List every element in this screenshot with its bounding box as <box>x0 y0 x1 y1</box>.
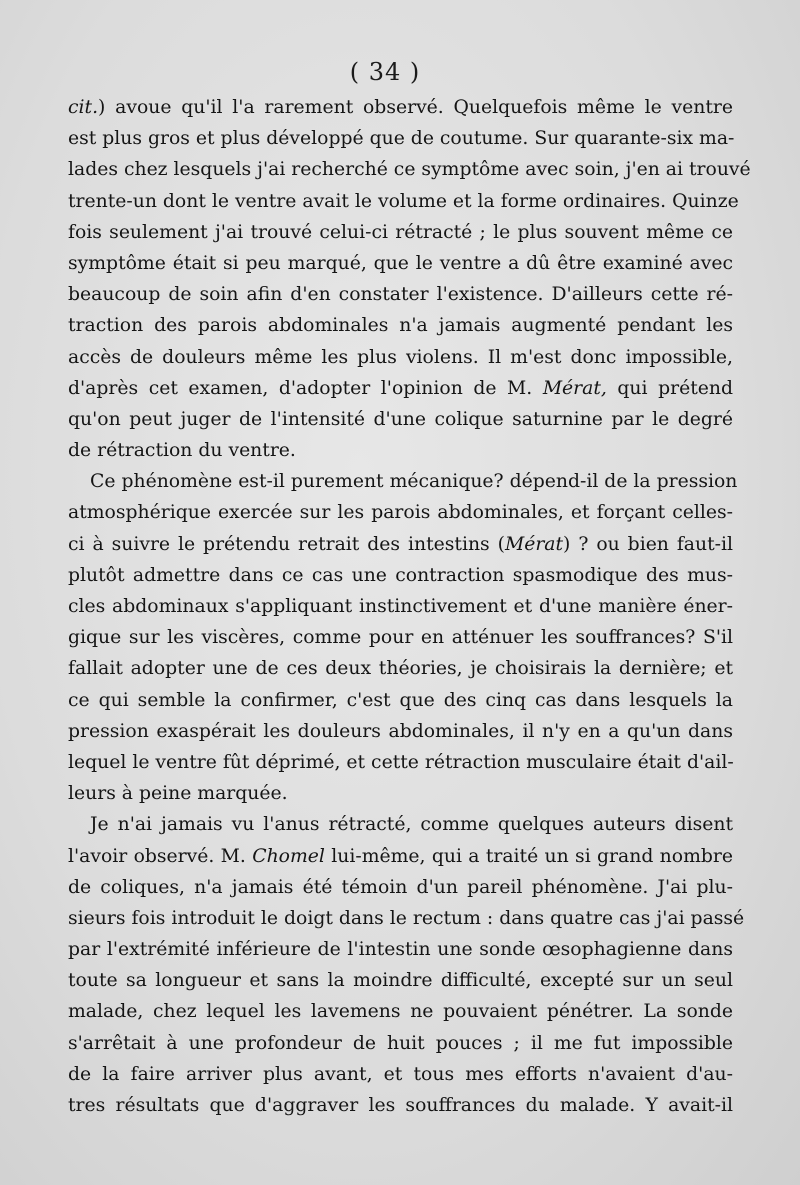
text-line <box>68 1090 733 1121</box>
text-line <box>68 996 733 1027</box>
text-segment: beaucoup de soin afin d'en constater l'existence. D'ailleurs cette ré- <box>68 284 733 306</box>
text-line <box>68 747 733 778</box>
text-segment: leurs à peine marquée. <box>68 783 288 805</box>
text-line <box>68 716 733 747</box>
text-segment: accès de douleurs même les plus violens. Il m'est donc impossible, <box>68 346 733 368</box>
text-segment: Ce phénomène est-il purement mécanique? dépend-il de la pression <box>90 471 738 493</box>
italic-name: Mérat, <box>542 377 607 399</box>
text-segment: de coliques, n'a jamais été témoin d'un pareil phénomène. J'ai plu- <box>68 876 733 898</box>
text-segment: qu'on peut juger de l'intensité d'une colique saturnine par le degré <box>68 408 733 430</box>
text-line <box>68 217 733 248</box>
text-segment: ) avoue qu'il l'a rarement observé. Quelquefois même le ventre <box>98 97 733 118</box>
text-line <box>68 404 733 435</box>
text-segment: fallait adopter une de ces deux théories, je choisirais la dernière; et <box>68 658 733 680</box>
body-text <box>68 92 751 1121</box>
text-segment: trente-un dont le ventre avait le volume et la forme ordinaires. Quinze <box>68 190 739 212</box>
italic-name: Mérat <box>504 533 564 555</box>
text-line <box>68 435 733 466</box>
text-segment: sieurs fois introduit le doigt dans le rectum : dans quatre cas j'ai passé <box>68 907 745 929</box>
text-line <box>68 903 745 934</box>
text-segment: Je n'ai jamais vu l'anus rétracté, comme quelques auteurs disent <box>90 814 733 836</box>
text-segment: est plus gros et plus développé que de coutume. Sur quarante-six ma- <box>68 128 735 150</box>
text-line <box>68 342 733 373</box>
text-segment: ce qui semble la confirmer, c'est que des cinq cas dans lesquels la <box>68 689 733 711</box>
text-line <box>68 1028 733 1059</box>
text-line <box>68 529 733 560</box>
text-segment: par l'extrémité inférieure de l'intestin une sonde œsophagienne dans <box>68 939 733 961</box>
text-segment: lui-même, qui a traité un si grand nombre <box>324 845 733 867</box>
text-segment: symptôme était si peu marqué, que le ventre a dû être examiné avec <box>68 252 733 274</box>
text-line <box>68 373 733 404</box>
text-segment: malade, chez lequel les lavemens ne pouvaient pénétrer. La sonde <box>68 1001 733 1023</box>
text-line <box>68 279 733 310</box>
text-line <box>68 872 733 903</box>
text-line <box>68 248 733 279</box>
text-segment: ) ? ou bien faut-il <box>563 533 733 555</box>
text-line <box>68 92 733 123</box>
text-line <box>68 622 733 653</box>
text-segment: atmosphérique exercée sur les parois abdominales, et forçant celles- <box>68 502 733 524</box>
text-line <box>68 310 733 341</box>
text-line <box>68 154 751 185</box>
text-segment: cles abdominaux s'appliquant instinctivement et d'une manière éner- <box>68 596 733 617</box>
text-segment: ci à suivre le prétendu retrait des intestins ( <box>68 533 505 555</box>
text-segment: l'avoir observé. M. <box>68 845 253 867</box>
text-segment: s'arrêtait à une profondeur de huit pouces ; il me fut impossible <box>68 1032 733 1054</box>
text-line <box>68 653 733 684</box>
page-number: ( 34 ) <box>349 58 421 86</box>
italic-name: Chomel <box>252 845 325 867</box>
text-segment: de la faire arriver plus avant, et tous mes efforts n'avaient d'au- <box>68 1063 733 1085</box>
text-line <box>68 934 733 965</box>
text-line <box>68 965 733 996</box>
text-segment: toute sa longueur et sans la moindre difficulté, excepté sur un seul <box>68 970 733 992</box>
text-segment: lades chez lesquels j'ai recherché ce symptôme avec soin, j'en ai trouvé <box>68 159 751 181</box>
text-line <box>68 466 738 497</box>
text-segment: tres résultats que d'aggraver les souffrances du malade. Y avait-il <box>68 1095 733 1116</box>
text-segment: pression exaspérait les douleurs abdominales, il n'y en a qu'un dans <box>68 720 733 742</box>
text-line <box>68 497 733 528</box>
text-line <box>68 186 739 217</box>
text-segment: d'après cet examen, d'adopter l'opinion de M. <box>68 377 543 399</box>
text-segment: gique sur les viscères, comme pour en atténuer les souffrances? S'il <box>68 627 733 649</box>
text-line <box>68 123 733 154</box>
text-segment: lequel le ventre fût déprimé, et cette rétraction musculaire était d'ail- <box>68 751 734 773</box>
text-segment: qui prétend <box>606 377 733 399</box>
text-line <box>68 591 733 622</box>
text-line <box>68 809 733 840</box>
text-line <box>68 1059 733 1090</box>
text-line <box>68 841 733 872</box>
text-line <box>68 560 733 591</box>
text-segment: de rétraction du ventre. <box>68 440 296 462</box>
text-line <box>68 685 733 716</box>
text-line <box>68 778 733 809</box>
text-segment: fois seulement j'ai trouvé celui-ci rétracté ; le plus souvent même ce <box>68 221 733 243</box>
text-segment: plutôt admettre dans ce cas une contraction spasmodique des mus- <box>68 564 733 586</box>
text-segment: traction des parois abdominales n'a jamais augmenté pendant les <box>68 315 733 337</box>
italic-name: cit. <box>68 97 99 118</box>
